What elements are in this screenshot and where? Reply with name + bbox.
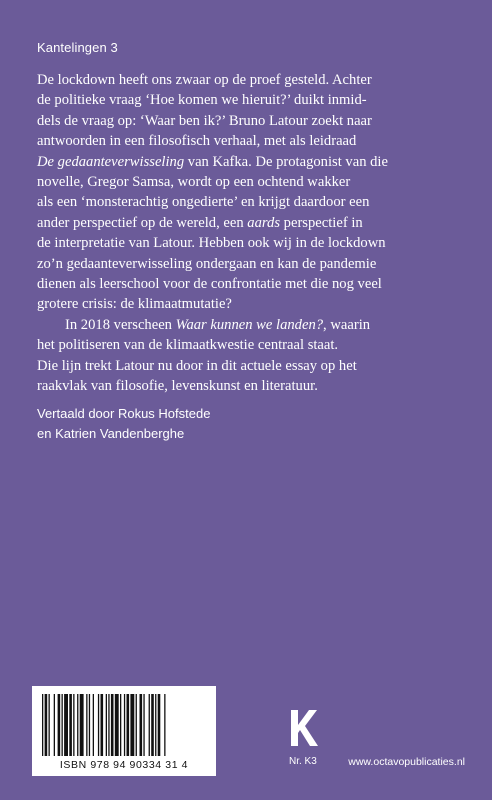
credits-line-2: en Katrien Vandenberghe [37, 426, 185, 441]
barcode-bar [58, 694, 61, 756]
blurb-text-segment: zo’n gedaanteverwisseling ondergaan en kan de pandemie [37, 255, 377, 272]
blurb-line [37, 70, 467, 90]
barcode-bar [115, 694, 119, 756]
blurb-line [37, 152, 467, 172]
barcode-bar [155, 694, 156, 756]
barcode-bar [143, 694, 144, 756]
barcode-bar [136, 694, 137, 756]
barcode-bar [62, 694, 63, 756]
credits-line-1: Vertaald door Rokus Hofstede [37, 406, 211, 421]
barcode-bar [158, 694, 161, 756]
blurb-text-segment: novelle, Gregor Samsa, wordt op een ochtend wakker [37, 174, 351, 191]
blurb-text-segment: het politiseren van de klimaatkwestie centraal staat. [37, 337, 339, 354]
blurb-text-segment: van Kafka. De protagonist van die [184, 153, 388, 170]
barcode-bar [120, 694, 121, 756]
barcode-bar [127, 694, 130, 756]
blurb-text-segment: de interpretatie van Latour. Hebben ook wij in de lockdown [37, 235, 386, 252]
blurb-line [37, 254, 467, 274]
barcode-bar [106, 694, 107, 756]
barcode-bar [130, 694, 134, 756]
barcode-bar [101, 694, 104, 756]
blurb-text-segment: dienen als leerschool voor de confrontatie met die nog veel [37, 276, 382, 293]
blurb-line [37, 233, 467, 253]
blurb-line [37, 131, 467, 151]
blurb-line [37, 376, 467, 396]
blurb-line [37, 172, 467, 192]
blurb-line [37, 192, 467, 212]
barcode-bar [164, 694, 165, 756]
blurb-italic-text: De gedaanteverwisseling [37, 153, 185, 170]
series-title: Kantelingen 3 [37, 40, 118, 55]
blurb-italic-text: aards [247, 214, 281, 231]
barcode-bar [42, 694, 43, 756]
blurb-text-segment: dels de vraag op: ‘Waar ben ik?’ Bruno Latour zoekt naar [37, 112, 372, 129]
blurb-text-segment: Die lijn trekt Latour nu door in dit actuele essay op het [37, 357, 357, 374]
barcode-bar [49, 694, 50, 756]
blurb-text-segment: als een ‘monsterachtig ongedierte’ en krijgt daardoor een [37, 194, 370, 211]
barcode-box [32, 686, 216, 776]
blurb-line [37, 335, 467, 355]
barcode-bar [86, 694, 87, 756]
blurb-text-segment: , waarin [323, 316, 371, 333]
blurb-text-segment: De lockdown heeft ons zwaar op de proef gesteld. Achter [37, 72, 372, 88]
barcode-bar [93, 694, 94, 756]
barcode-bar [45, 694, 48, 756]
series-number: Nr. K3 [289, 756, 317, 767]
barcode-bar [124, 694, 125, 756]
blurb-line [37, 294, 467, 314]
barcode-bar [98, 694, 99, 756]
isbn-number: ISBN 978 94 90334 31 4 [59, 759, 189, 771]
blurb-italic-text: Waar kunnen we landen? [175, 316, 324, 333]
barcode-bar [111, 694, 114, 756]
barcode-bar [108, 694, 109, 756]
publisher-logo [289, 710, 319, 746]
blurb-line [37, 356, 467, 376]
blurb-line [37, 315, 467, 335]
barcode-bar [73, 694, 74, 756]
blurb-text-segment: grotere crisis: de klimaatmutatie? [37, 296, 232, 313]
barcode-bar [54, 694, 55, 756]
blurb-line [37, 111, 467, 131]
barcode-bar [89, 694, 90, 756]
blurb-text-segment: ander perspectief op de wereld, een [37, 214, 248, 231]
blurb-text-segment: antwoorden in een filosofisch verhaal, met als leidraad [37, 133, 357, 150]
barcode-bar [149, 694, 150, 756]
translator-credits [37, 404, 210, 444]
barcode-bar [69, 694, 72, 756]
barcode-bar [80, 694, 84, 756]
publisher-website: www.octavopublicaties.nl [348, 756, 465, 768]
blurb-text-segment: raakvlak van filosofie, levenskunst en literatuur. [37, 378, 318, 395]
blurb-text-segment: In 2018 verscheen [65, 316, 176, 333]
blurb-text [37, 70, 467, 397]
barcode-bar [64, 694, 68, 756]
blurb-line [37, 213, 467, 233]
blurb-line [37, 90, 467, 110]
barcode-bar [77, 694, 78, 756]
blurb-text-segment: de politieke vraag ‘Hoe komen we hieruit?’ duikt inmid- [37, 92, 367, 109]
barcode-bar [151, 694, 154, 756]
blurb-text-segment: perspectief in [280, 214, 363, 231]
barcode-icon [40, 694, 208, 756]
barcode-bar [140, 694, 143, 756]
blurb-line [37, 274, 467, 294]
